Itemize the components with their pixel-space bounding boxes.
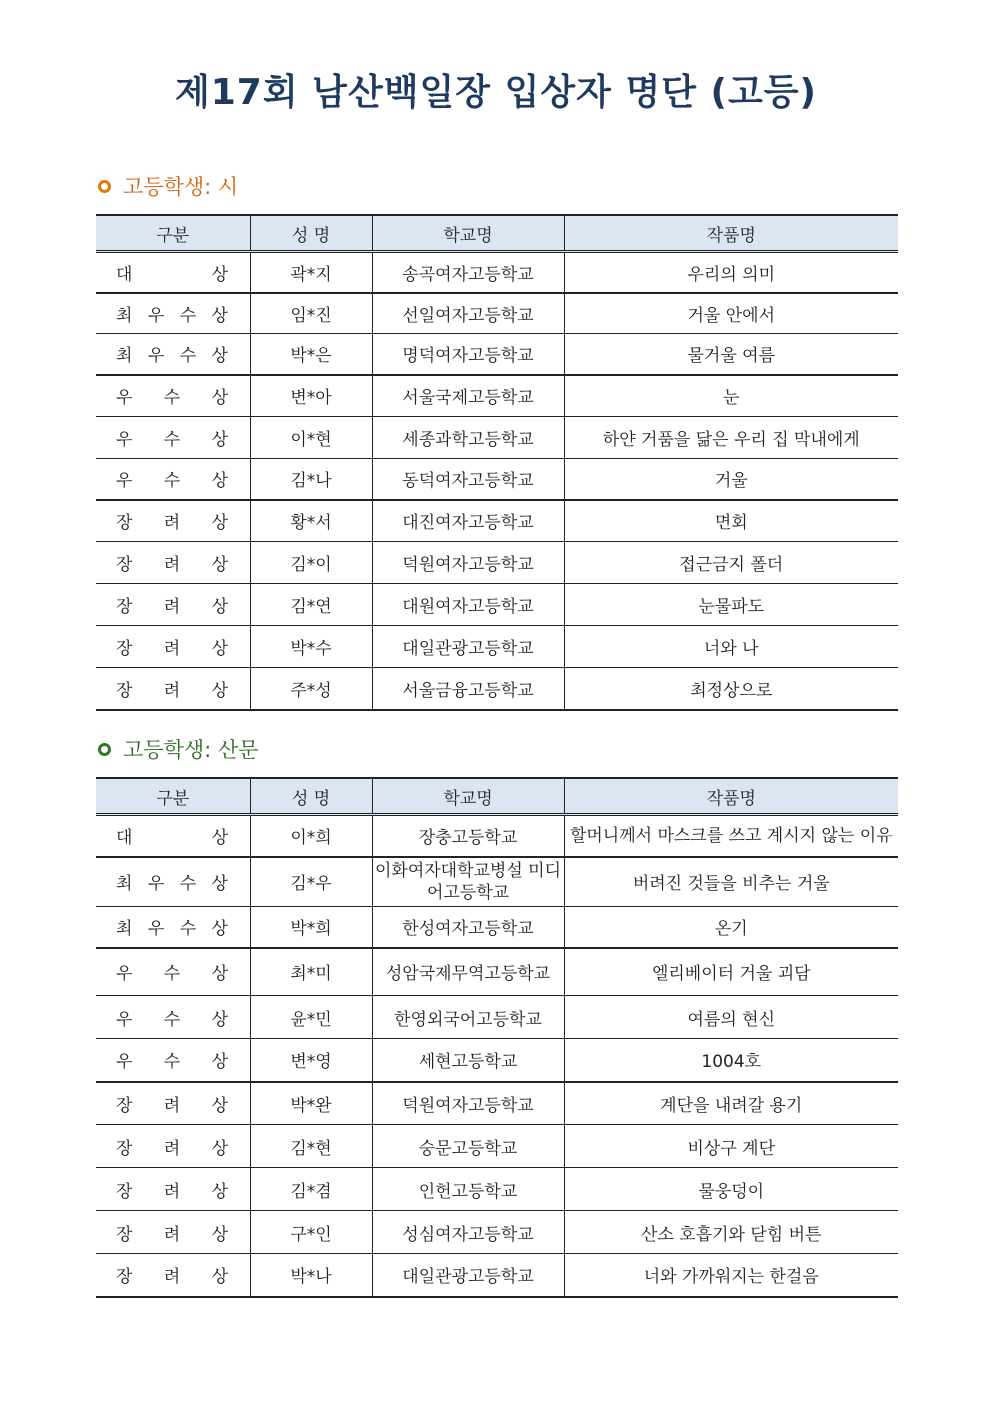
work-cell: 할머니께서 마스크를 쓰고 계시지 않는 이유 xyxy=(564,815,898,857)
table-row xyxy=(96,1211,898,1254)
award-char: 장 xyxy=(116,555,133,575)
name-cell: 변*영 xyxy=(250,1039,372,1082)
award-char: 수 xyxy=(179,346,197,367)
poetry-awards-table xyxy=(96,214,898,711)
header-category: 구분 xyxy=(96,215,250,252)
award-label xyxy=(116,1262,228,1287)
section-heading-label: 고등학생: 시 xyxy=(123,175,239,199)
award-char: 우 xyxy=(116,1009,133,1030)
award-char: 우 xyxy=(116,964,133,985)
name-cell: 김*우 xyxy=(250,857,372,907)
award-char: 상 xyxy=(211,555,228,575)
work-cell: 온기 xyxy=(564,907,898,948)
award-char: 상 xyxy=(211,1224,228,1245)
name-cell: 임*진 xyxy=(250,293,372,334)
work-cell: 눈물파도 xyxy=(564,584,898,626)
table-row xyxy=(96,1039,898,1082)
award-char: 수 xyxy=(179,919,197,940)
name-cell: 박*은 xyxy=(250,334,372,375)
work-cell: 거울 안에서 xyxy=(564,293,898,334)
award-label xyxy=(116,1134,228,1159)
award-cell xyxy=(96,668,250,710)
work-cell: 면회 xyxy=(564,500,898,542)
award-char: 장 xyxy=(116,597,133,617)
award-char: 우 xyxy=(116,1052,133,1073)
table-row xyxy=(96,1082,898,1125)
award-char: 상 xyxy=(211,430,228,450)
name-cell: 곽*지 xyxy=(250,252,372,293)
award-char: 장 xyxy=(116,1181,133,1202)
award-char: 려 xyxy=(163,1267,181,1288)
circle-bullet-icon xyxy=(98,180,111,193)
award-label xyxy=(116,550,228,575)
table-row xyxy=(96,1254,898,1297)
award-cell xyxy=(96,334,250,375)
table-header-row xyxy=(96,215,898,252)
table-row xyxy=(96,857,898,907)
name-cell: 김*연 xyxy=(250,584,372,626)
school-cell: 덕원여자고등학교 xyxy=(372,1082,564,1125)
award-char: 상 xyxy=(211,680,228,701)
name-cell: 김*겸 xyxy=(250,1168,372,1211)
name-cell: 박*나 xyxy=(250,1254,372,1297)
award-char: 상 xyxy=(211,597,228,617)
award-char: 려 xyxy=(163,680,181,701)
award-char: 우 xyxy=(147,919,165,940)
award-cell xyxy=(96,1125,250,1168)
award-cell xyxy=(96,1039,250,1082)
name-cell: 김*나 xyxy=(250,459,372,500)
award-label xyxy=(116,383,228,408)
award-cell xyxy=(96,584,250,626)
award-char: 수 xyxy=(179,874,197,895)
award-cell xyxy=(96,293,250,334)
award-cell xyxy=(96,375,250,417)
award-char: 상 xyxy=(211,639,228,659)
award-char: 수 xyxy=(179,305,197,326)
award-char: 려 xyxy=(163,1181,181,1202)
award-char: 장 xyxy=(116,680,133,701)
award-char: 상 xyxy=(211,1009,228,1030)
award-label xyxy=(116,1005,228,1030)
table-row xyxy=(96,459,898,500)
circle-bullet-icon xyxy=(98,743,111,756)
award-char: 우 xyxy=(116,430,133,450)
award-label xyxy=(116,1091,228,1116)
award-char: 장 xyxy=(116,639,133,659)
school-cell: 서울국제고등학교 xyxy=(372,375,564,417)
school-cell: 대진여자고등학교 xyxy=(372,500,564,542)
award-label xyxy=(116,1220,228,1245)
award-char: 상 xyxy=(211,388,228,409)
page-title: 제17회 남산백일장 입상자 명단 (고등) xyxy=(174,72,817,113)
school-cell: 성암국제무역고등학교 xyxy=(372,948,564,996)
header-category: 구분 xyxy=(96,778,250,815)
work-cell: 산소 호흡기와 닫힘 버튼 xyxy=(564,1211,898,1254)
table-row xyxy=(96,500,898,542)
award-cell xyxy=(96,626,250,668)
award-char: 려 xyxy=(163,1138,181,1159)
table-row xyxy=(96,584,898,626)
name-cell: 김*현 xyxy=(250,1125,372,1168)
award-char: 우 xyxy=(147,346,165,367)
award-char: 장 xyxy=(116,513,133,534)
award-label xyxy=(116,260,228,285)
name-cell: 이*희 xyxy=(250,815,372,857)
school-cell: 송곡여자고등학교 xyxy=(372,252,564,293)
award-cell xyxy=(96,907,250,948)
school-cell: 숭문고등학교 xyxy=(372,1125,564,1168)
award-char: 상 xyxy=(211,1267,228,1288)
award-cell xyxy=(96,1211,250,1254)
school-cell: 세종과학고등학교 xyxy=(372,417,564,459)
header-work: 작품명 xyxy=(564,215,898,252)
table-row xyxy=(96,334,898,375)
school-cell: 덕원여자고등학교 xyxy=(372,542,564,584)
header-name: 성 명 xyxy=(250,778,372,815)
award-char: 상 xyxy=(211,1095,228,1116)
award-char: 상 xyxy=(211,1052,228,1073)
award-cell xyxy=(96,459,250,500)
table-row xyxy=(96,996,898,1039)
award-char: 상 xyxy=(211,919,228,940)
award-char: 상 xyxy=(211,305,228,326)
award-char: 수 xyxy=(163,1009,181,1030)
award-cell xyxy=(96,857,250,907)
award-char: 상 xyxy=(211,513,228,534)
award-cell xyxy=(96,500,250,542)
award-char: 려 xyxy=(163,513,181,534)
name-cell: 김*이 xyxy=(250,542,372,584)
school-cell: 인헌고등학교 xyxy=(372,1168,564,1211)
award-label xyxy=(116,959,228,984)
header-name: 성 명 xyxy=(250,215,372,252)
award-cell xyxy=(96,542,250,584)
award-label xyxy=(116,425,228,450)
work-cell: 너와 나 xyxy=(564,626,898,668)
section-heading-prose xyxy=(98,734,258,764)
school-cell: 대원여자고등학교 xyxy=(372,584,564,626)
table-row xyxy=(96,417,898,459)
award-char: 려 xyxy=(163,1095,181,1116)
award-label xyxy=(116,823,228,848)
name-cell: 이*현 xyxy=(250,417,372,459)
award-label xyxy=(116,508,228,533)
table-row xyxy=(96,668,898,710)
table-row xyxy=(96,1168,898,1211)
school-cell: 이화여자대학교병설 미디어고등학교 xyxy=(372,857,564,907)
award-char: 대 xyxy=(116,828,133,849)
work-cell: 여름의 현신 xyxy=(564,996,898,1039)
name-cell: 박*희 xyxy=(250,907,372,948)
award-char: 상 xyxy=(211,1181,228,1202)
award-label xyxy=(116,1177,228,1202)
table-header-row xyxy=(96,778,898,815)
work-cell: 계단을 내려갈 용기 xyxy=(564,1082,898,1125)
award-char: 최 xyxy=(116,305,133,326)
award-char: 대 xyxy=(116,264,133,285)
name-cell: 최*미 xyxy=(250,948,372,996)
table-row xyxy=(96,542,898,584)
award-char: 려 xyxy=(163,597,181,617)
school-cell: 대일관광고등학교 xyxy=(372,626,564,668)
school-cell: 장충고등학교 xyxy=(372,815,564,857)
table-row xyxy=(96,252,898,293)
work-cell: 버려진 것들을 비추는 거울 xyxy=(564,857,898,907)
work-cell: 물거울 여름 xyxy=(564,334,898,375)
award-char: 우 xyxy=(147,874,165,895)
name-cell: 윤*민 xyxy=(250,996,372,1039)
work-cell: 최정상으로 xyxy=(564,668,898,710)
award-label xyxy=(116,676,228,701)
award-char: 상 xyxy=(211,471,228,492)
school-cell: 성심여자고등학교 xyxy=(372,1211,564,1254)
name-cell: 박*수 xyxy=(250,626,372,668)
award-char: 최 xyxy=(116,874,133,895)
award-char: 우 xyxy=(116,388,133,409)
name-cell: 황*서 xyxy=(250,500,372,542)
award-char: 상 xyxy=(211,874,228,895)
name-cell: 구*인 xyxy=(250,1211,372,1254)
award-char: 려 xyxy=(163,639,181,659)
award-label xyxy=(116,1047,228,1072)
award-label xyxy=(116,341,228,366)
section-heading-poetry xyxy=(98,171,238,201)
table-row xyxy=(96,948,898,996)
school-cell: 선일여자고등학교 xyxy=(372,293,564,334)
prose-awards-table xyxy=(96,777,898,1298)
award-label xyxy=(116,466,228,491)
award-label xyxy=(116,592,228,617)
table-row xyxy=(96,375,898,417)
table-row xyxy=(96,907,898,948)
award-label xyxy=(116,914,228,939)
award-char: 려 xyxy=(163,1224,181,1245)
award-cell xyxy=(96,1168,250,1211)
table-row xyxy=(96,293,898,334)
work-cell: 너와 가까워지는 한걸음 xyxy=(564,1254,898,1297)
school-cell: 대일관광고등학교 xyxy=(372,1254,564,1297)
header-work: 작품명 xyxy=(564,778,898,815)
work-cell: 접근금지 폴더 xyxy=(564,542,898,584)
work-cell: 물웅덩이 xyxy=(564,1168,898,1211)
award-char: 최 xyxy=(116,919,133,940)
award-char: 상 xyxy=(211,828,228,849)
table-row xyxy=(96,815,898,857)
award-char: 수 xyxy=(163,1052,181,1073)
award-char: 장 xyxy=(116,1138,133,1159)
work-cell: 엘리베이터 거울 괴담 xyxy=(564,948,898,996)
award-char: 상 xyxy=(211,1138,228,1159)
award-char: 수 xyxy=(163,388,181,409)
award-label xyxy=(116,869,228,894)
award-char: 상 xyxy=(211,346,228,367)
school-cell: 서울금융고등학교 xyxy=(372,668,564,710)
header-school: 학교명 xyxy=(372,778,564,815)
table-row xyxy=(96,1125,898,1168)
award-label xyxy=(116,634,228,659)
award-cell xyxy=(96,815,250,857)
award-char: 우 xyxy=(116,471,133,492)
school-cell: 한영외국어고등학교 xyxy=(372,996,564,1039)
award-char: 상 xyxy=(211,964,228,985)
award-cell xyxy=(96,1082,250,1125)
award-char: 수 xyxy=(163,964,181,985)
school-cell: 한성여자고등학교 xyxy=(372,907,564,948)
award-label xyxy=(116,301,228,326)
work-cell: 눈 xyxy=(564,375,898,417)
name-cell: 박*완 xyxy=(250,1082,372,1125)
award-char: 려 xyxy=(163,555,181,575)
name-cell: 변*아 xyxy=(250,375,372,417)
header-school: 학교명 xyxy=(372,215,564,252)
work-cell: 비상구 계단 xyxy=(564,1125,898,1168)
award-char: 장 xyxy=(116,1095,133,1116)
school-cell: 명덕여자고등학교 xyxy=(372,334,564,375)
work-cell: 하얀 거품을 닮은 우리 집 막내에게 xyxy=(564,417,898,459)
award-char: 우 xyxy=(147,305,165,326)
section-heading-label: 고등학생: 산문 xyxy=(123,738,259,762)
award-char: 수 xyxy=(163,471,181,492)
award-char: 장 xyxy=(116,1224,133,1245)
award-cell xyxy=(96,1254,250,1297)
award-cell xyxy=(96,948,250,996)
award-char: 수 xyxy=(163,430,181,450)
school-cell: 세현고등학교 xyxy=(372,1039,564,1082)
award-cell xyxy=(96,252,250,293)
award-cell xyxy=(96,417,250,459)
school-cell: 동덕여자고등학교 xyxy=(372,459,564,500)
award-char: 장 xyxy=(116,1267,133,1288)
table-row xyxy=(96,626,898,668)
award-char: 최 xyxy=(116,346,133,367)
work-cell: 1004호 xyxy=(564,1039,898,1082)
award-cell xyxy=(96,996,250,1039)
work-cell: 거울 xyxy=(564,459,898,500)
work-cell: 우리의 의미 xyxy=(564,252,898,293)
award-char: 상 xyxy=(211,264,228,285)
name-cell: 주*성 xyxy=(250,668,372,710)
